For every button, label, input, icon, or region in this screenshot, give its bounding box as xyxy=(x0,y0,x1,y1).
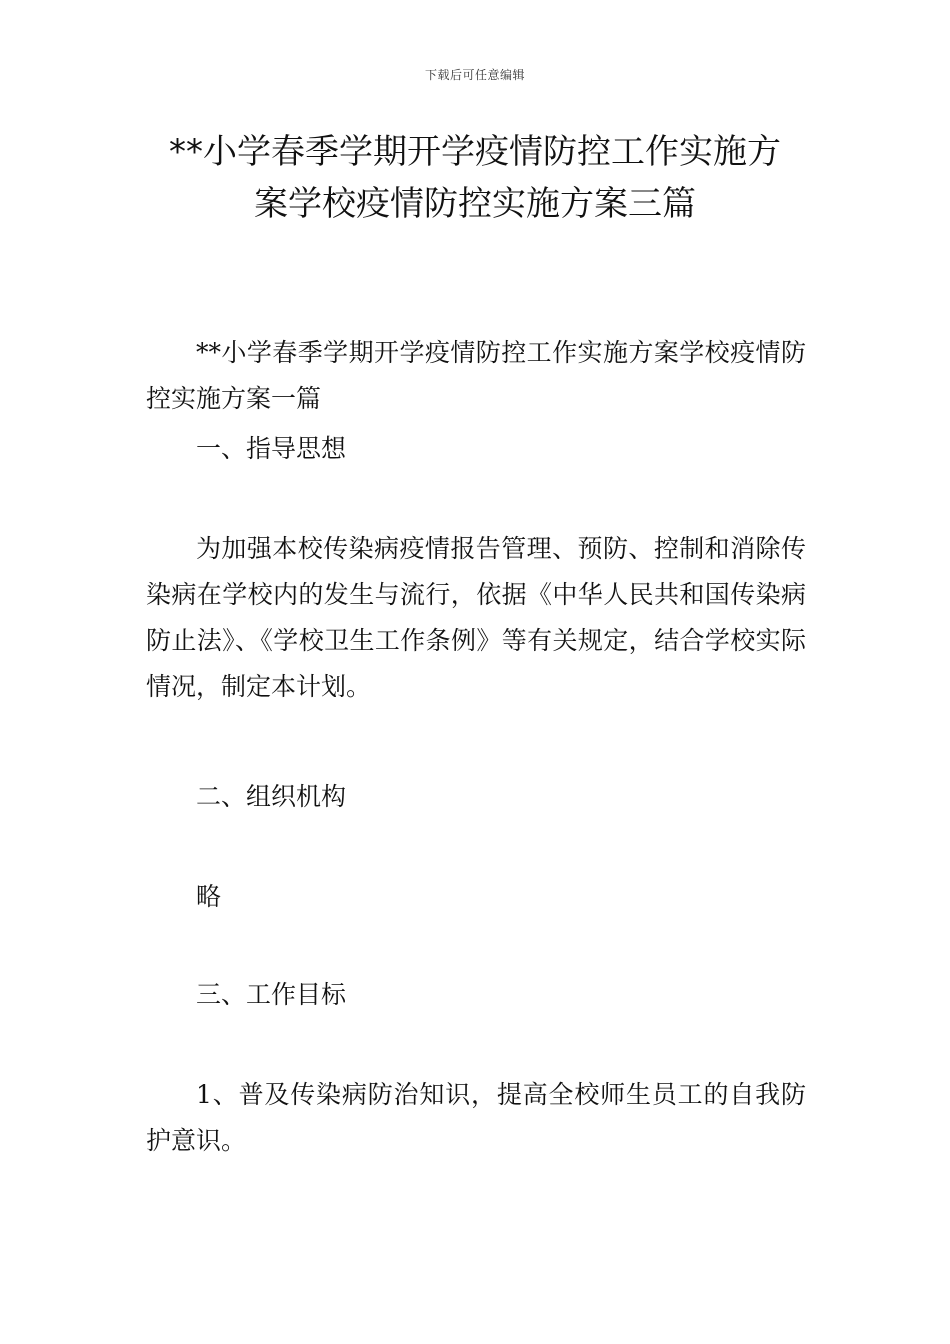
section-heading-organization: 二、组织机构 xyxy=(196,782,347,811)
section-paragraph-work-goals: 1、普及传染病防治知识，提高全校师生员工的自我防护意识。 xyxy=(146,1080,806,1155)
section-paragraph-guiding-thought: 为加强本校传染病疫情报告管理、预防、控制和消除传染病在学校内的发生与流行，依据《中华人民共和国传染病防止法》、《学校卫生工作条例》等有关规定，结合学校实际情况，制定本计划。 xyxy=(146,534,806,701)
section-heading-work-goals: 三、工作目标 xyxy=(196,980,347,1009)
section-heading-guiding-thought: 一、指导思想 xyxy=(196,434,347,463)
title-line-1: **小学春季学期开学疫情防控工作实施方 xyxy=(169,132,781,172)
title-line-2: 案学校疫情防控实施方案三篇 xyxy=(254,184,696,224)
section-paragraph-organization: 略 xyxy=(196,882,222,911)
document-title xyxy=(120,126,830,230)
header-note: 下载后可任意编辑 xyxy=(424,68,525,82)
intro-paragraph: **小学春季学期开学疫情防控工作实施方案学校疫情防控实施方案一篇 xyxy=(146,338,806,413)
